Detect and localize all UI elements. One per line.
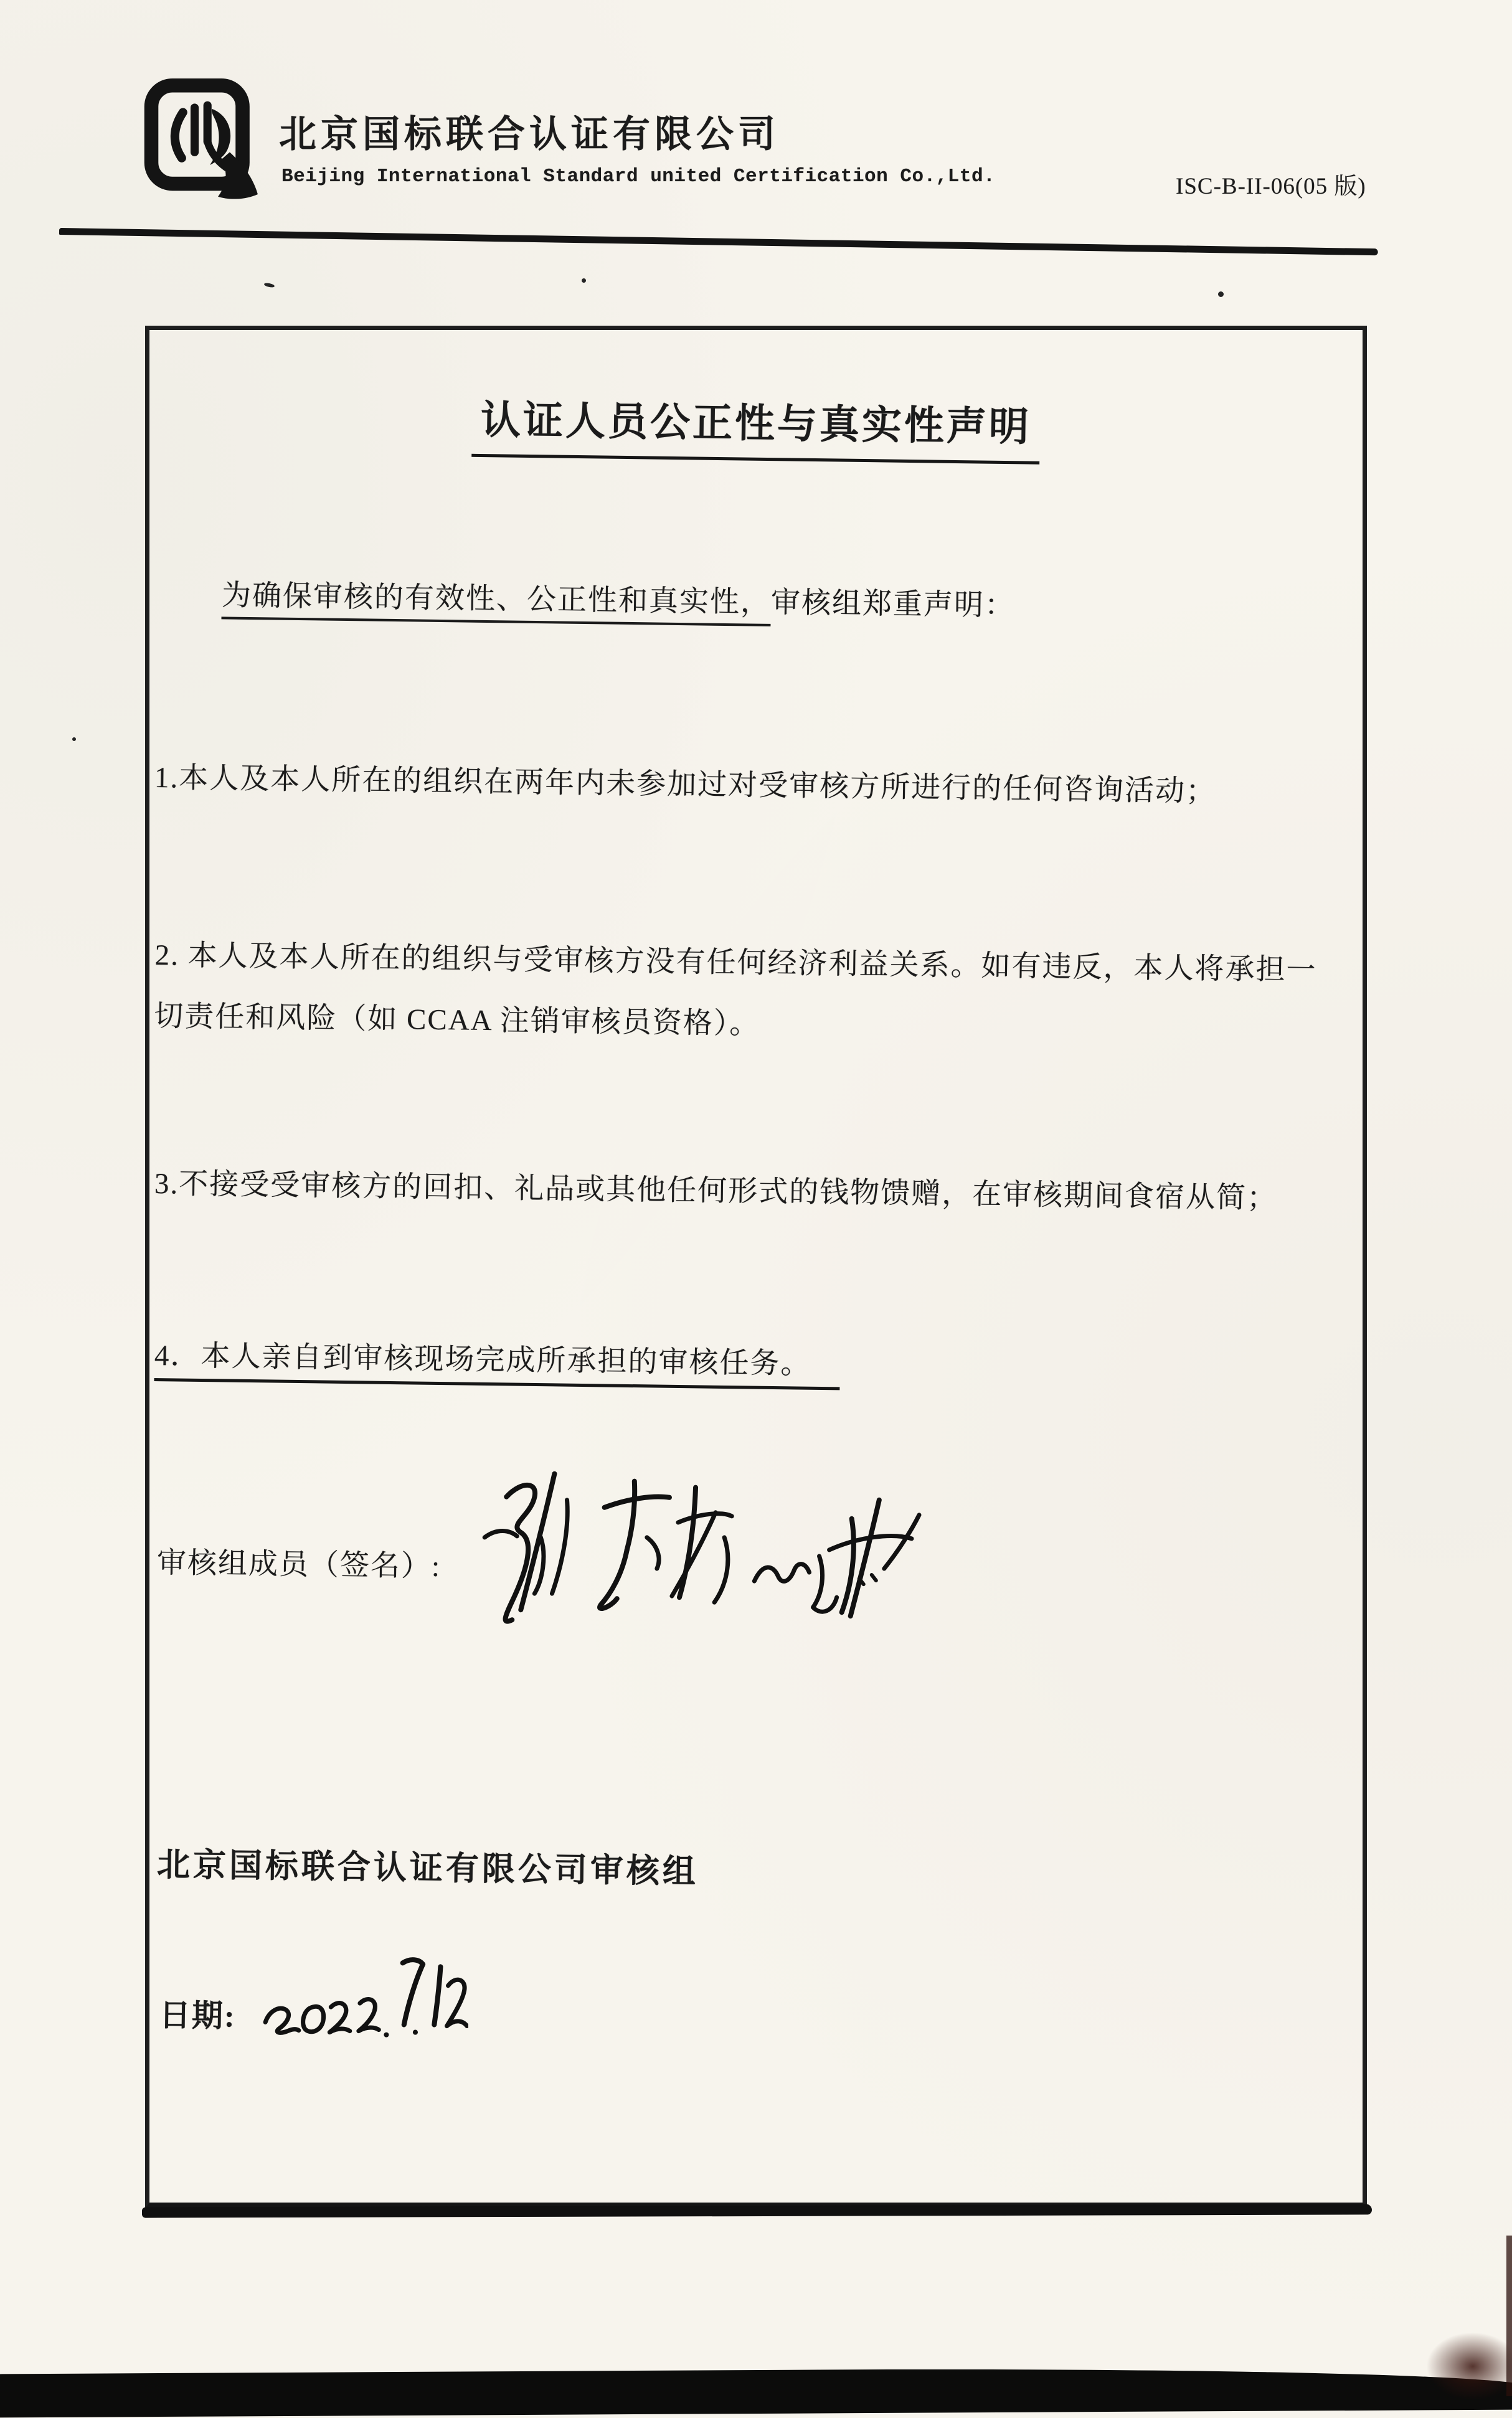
scan-speck	[582, 278, 586, 283]
item-4-underlined-text: 4．本人亲自到审核现场完成所承担的审核任务。	[154, 1339, 839, 1390]
document-code: ISC-B-II-06(05 版)	[1176, 174, 1366, 199]
handwritten-date	[260, 1948, 468, 2055]
intro-underlined-text: 为确保审核的有效性、公正性和真实性，	[221, 579, 771, 626]
intro-rest-text: 审核组郑重声明：	[770, 586, 1016, 623]
declaration-item-2: 2. 本人及本人所在的组织与受审核方没有任何经济利益关系。如有违反，本人将承担一切责任和风险（如 CCAA 注销审核员资格）。	[154, 939, 1317, 1041]
signature-1	[484, 1474, 567, 1622]
scan-speck	[72, 737, 76, 741]
signature-label: 审核组成员（签名）:	[156, 1547, 442, 1583]
company-name-cn: 北京国标联合认证有限公司	[279, 113, 780, 155]
scan-bottom-edge	[0, 2366, 1512, 2418]
declaration-item-3: 3.不接受受审核方的回扣、礼品或其他任何形式的钱物馈赠，在审核期间食宿从简；	[154, 1168, 1278, 1215]
signature-3	[754, 1500, 919, 1616]
header-divider	[59, 228, 1378, 255]
scan-speck	[1218, 291, 1224, 297]
scan-corner-stain	[1426, 2332, 1512, 2401]
declaration-item-1: 1.本人及本人所在的组织在两年内未参加过对受审核方所进行的任何咨询活动；	[154, 762, 1217, 808]
company-name-en: Beijing International Standard united Certification Co.,Ltd.	[281, 166, 996, 187]
declaration-title: 认证人员公正性与真实性声明	[471, 388, 1040, 465]
handwritten-signatures	[447, 1462, 922, 1663]
footer-organization: 北京国标联合认证有限公司审核组	[156, 1846, 699, 1891]
date-label: 日期:	[159, 1998, 236, 2034]
company-logo-icon	[142, 78, 276, 213]
scan-right-edge	[1506, 2236, 1512, 2396]
scan-speck	[264, 282, 275, 288]
signature-2	[600, 1481, 732, 1608]
